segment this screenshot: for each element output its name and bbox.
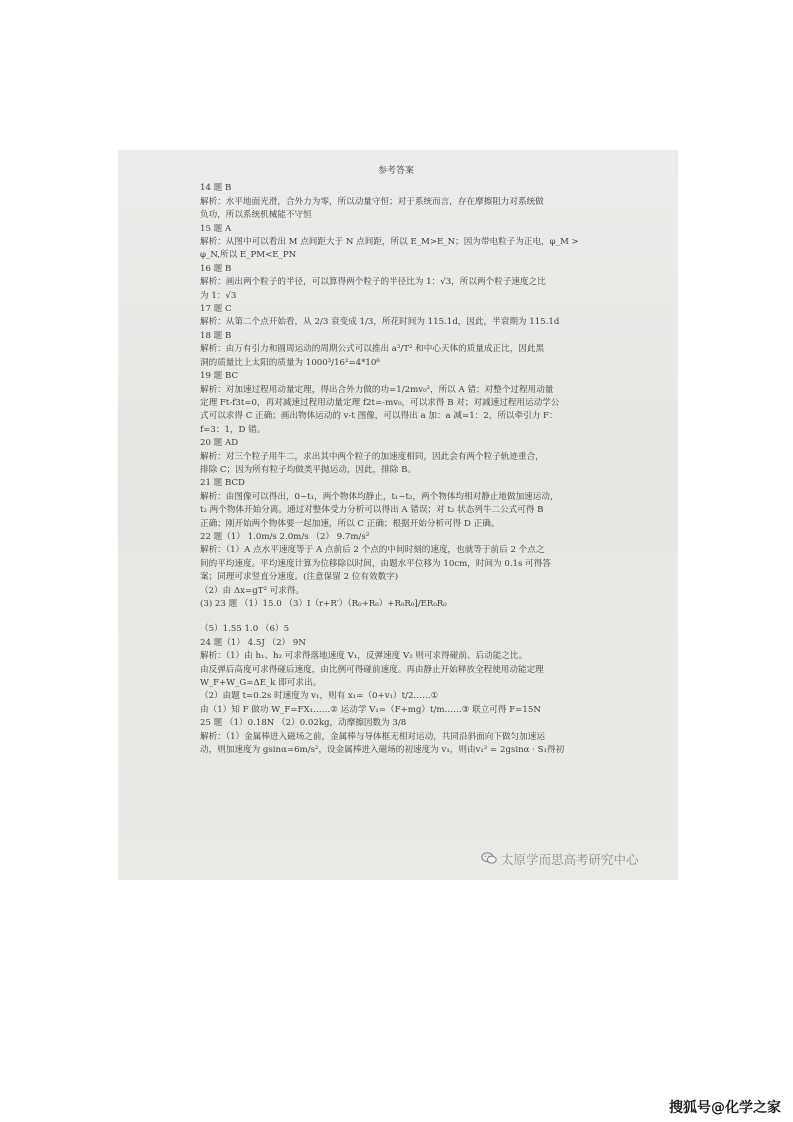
document-line: （5）1.55 1.0 （6）5 xyxy=(200,624,290,635)
document-line: 动，则加速度为 gsinα=6m/s²，设金属棒进入磁场的初速度为 v₁，则由v₁² = 2gsinα · S₁得初 xyxy=(200,745,565,756)
watermark-text: 太原学而思高考研究中心 xyxy=(501,852,639,867)
watermark xyxy=(481,850,639,868)
document-line: 解析：（1）金属棒进入磁场之前，金属棒与导体框无相对运动，共同沿斜面向下做匀加速运 xyxy=(200,731,545,742)
document-line: 解析：对加速过程用动量定理，得出合外力做的功=1/2mv₀²，所以 A 错；对整个过程用动量 xyxy=(200,384,554,395)
document-line: f=3：1，D 错。 xyxy=(200,424,266,435)
document-line: 解析：画出两个粒子的半径，可以算得两个粒子的半径比为 1：√3，所以两个粒子速度之比 xyxy=(200,277,546,288)
document-line: 16 题 B xyxy=(200,263,232,274)
document-line: 间的平均速度。平均速度计算为位移除以时间，由题水平位移为 10cm，时间为 0.1s 可得答 xyxy=(200,558,551,569)
document-line: 解析：由图像可以得出，0~t₁，两个物体均静止，t₁~t₂，两个物体均相对静止地做加速运动， xyxy=(200,491,559,502)
document-line: 式可以求得 C 正确；画出物体运动的 v-t 图像，可以得出 a 加：a 减=1：2，所以牵引力 F： xyxy=(200,411,558,422)
document-line: 解析：水平地面光滑，合外力为零，所以动量守恒；对于系统而言，存在摩擦阻力对系统做 xyxy=(200,196,544,207)
document-line: 15 题 A xyxy=(200,223,232,234)
document-line: φ_N,所以 E_PM<E_PN xyxy=(200,250,297,261)
source-label: 搜狐号@化学之家 xyxy=(669,1100,781,1116)
document-line: 21 题 BCD xyxy=(200,478,245,489)
page-title: 参考答案 xyxy=(377,166,414,176)
document-line: 排除 C；因为所有粒子均做类平抛运动，因此，排除 B。 xyxy=(200,464,417,475)
document-line: 案；同理可求竖直分速度。(注意保留 2 位有效数字) xyxy=(200,572,399,583)
wechat-icon xyxy=(481,851,497,868)
document-line: 20 题 AD xyxy=(200,438,239,449)
document-line: 17 题 C xyxy=(200,304,232,315)
document-line: 为 1：√3 xyxy=(200,290,237,301)
document-line: 定理 Ft-f3t=0，再对减速过程用动量定理 f2t=-mv₀，可以求得 B 对；对减速过程用运动学公 xyxy=(200,397,560,408)
document-line: 解析：对三个粒子用牛二，求出其中两个粒子的加速度相同，因此会有两个粒子轨迹重合， xyxy=(200,451,544,462)
document-line: W_F+W_G=ΔE_k 即可求出。 xyxy=(200,678,322,689)
document-line: 22 题（1） 1.0m/s 2.0m/s （2） 9.7m/s² xyxy=(200,531,370,542)
answer-key-document xyxy=(200,165,592,757)
document-line: 负功，所以系统机械能不守恒 xyxy=(200,210,312,221)
document-line: 解析：（1）A 点水平速度等于 A 点前后 2 个点的中间时刻的速度，也就等于前后 2 个点之 xyxy=(200,545,545,556)
document-line: 解析：由万有引力和圆周运动的周期公式可以推出 a³/T² 和中心天体的质量成正比，因此黑 xyxy=(200,344,545,355)
document-line: 19 题 BC xyxy=(200,371,239,382)
document-line: 正确；刚开始两个物体要一起加速，所以 C 正确；根据开始分析可得 D 正确。 xyxy=(200,518,500,529)
document-line: 解析：从第二个点开始看，从 2/3 衰变成 1/3，所花时间为 115.1d，因此，半衰期为 115.1d xyxy=(200,317,560,328)
document-line: 解析：从图中可以看出 M 点间距大于 N 点间距，所以 E_M>E_N；因为带电粒子为正电，φ_M > xyxy=(200,237,579,248)
document-line: （2）由题 t=0.2s 时速度为 v₁，则有 x₁=（0+v₁）t/2……① xyxy=(200,691,439,702)
document-line: 24 题（1） 4.5J （2） 9N xyxy=(200,637,306,648)
document-line: 18 题 B xyxy=(200,330,232,341)
document-line: 由（1）知 F 做功 W_F=FX₁……② 运动学 V₁=（F+mg）t/m……③ 联立可得 F=15N xyxy=(200,704,541,715)
document-line: 14 题 B xyxy=(200,183,232,194)
document-line: t₂ 两个物体开始分离。通过对整体受力分析可以得出 A 错误；对 t₂ 状态列牛二公式可得 B xyxy=(200,505,544,516)
document-line: 洞的质量比上太阳的质量为 1000³/16²=4*10⁶ xyxy=(200,357,380,368)
document-line: 由反弹后高度可求得碰后速度，由比例可得碰前速度。再由静止开始释放全程使用动能定理 xyxy=(200,664,544,675)
document-line: （2）由 Δx=gT² 可求得。 xyxy=(200,585,305,596)
document-line xyxy=(200,611,592,623)
document-line: 解析：（1）由 h₁、h₂ 可求得落地速度 V₁，反弹速度 V₂ 则可求得碰前、后动能之比。 xyxy=(200,651,528,662)
answer-lines xyxy=(200,182,592,757)
document-line: (3) 23 题 （1）15.0 （3）I（r+R′）（R₀+R₀）+R₀R₀]/ER₀R₀ xyxy=(200,599,447,609)
document-line: 25 题 （1）0.18N （2）0.02kg，动摩擦因数为 3/8 xyxy=(200,718,407,729)
